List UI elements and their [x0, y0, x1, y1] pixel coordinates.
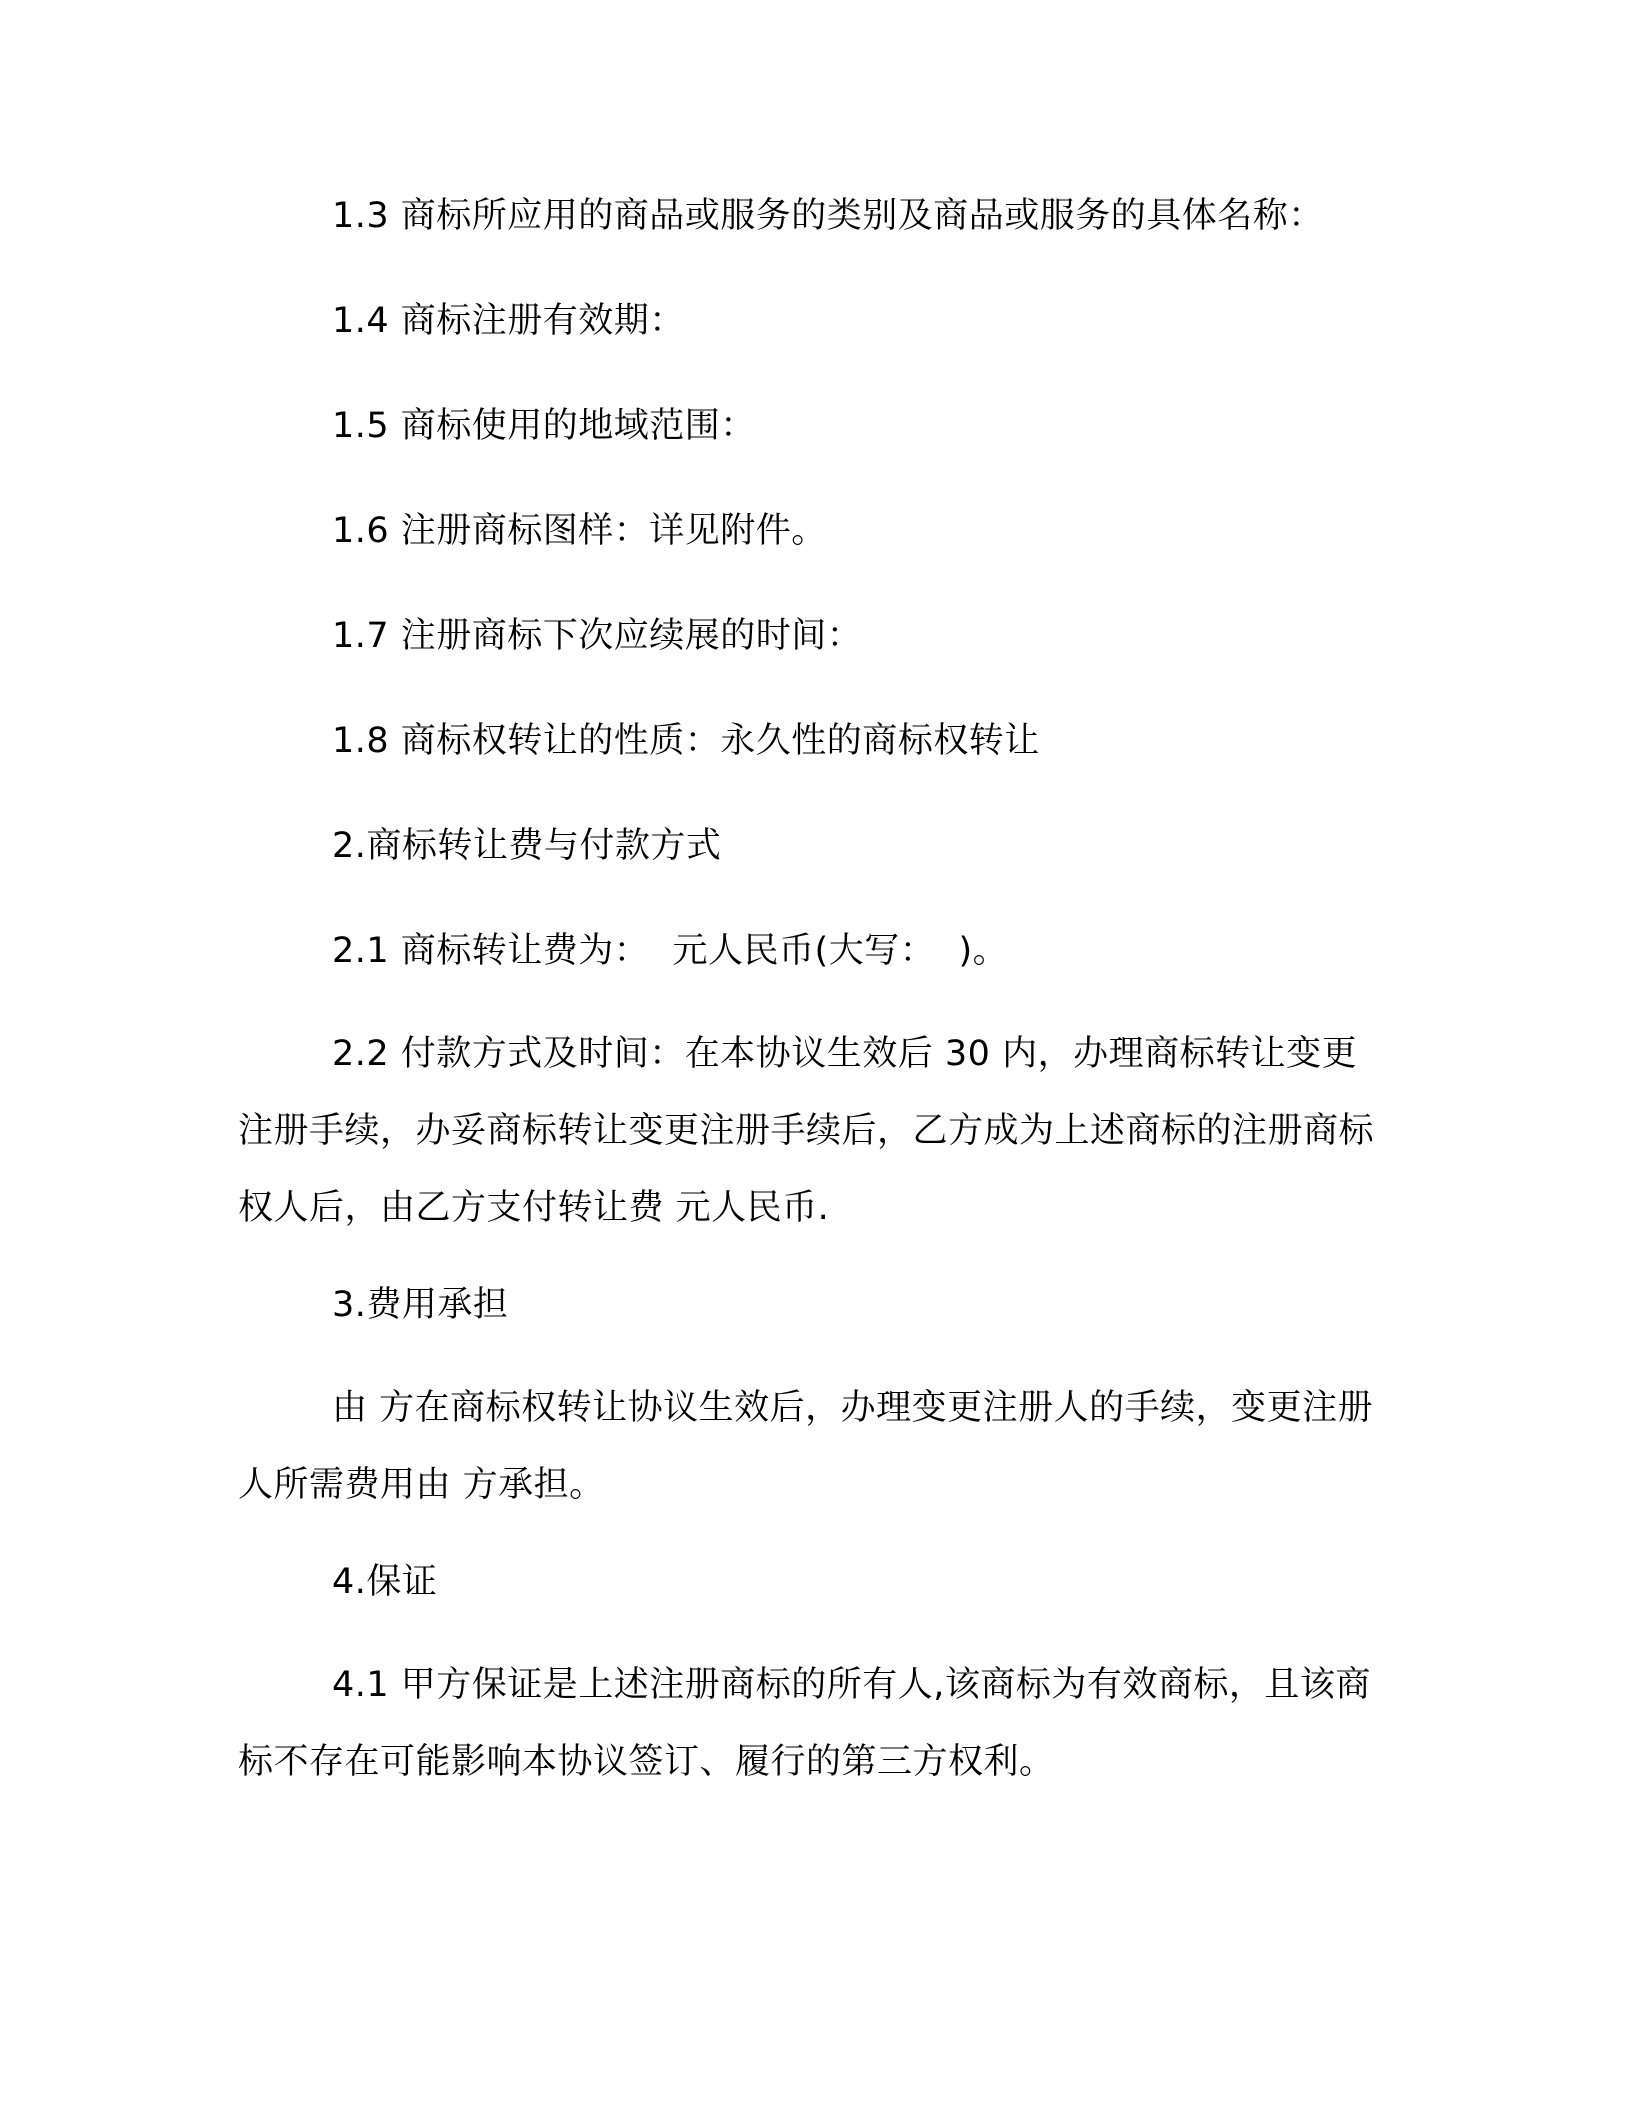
clause-4-1: 4.1 甲方保证是上述注册商标的所有人,该商标为有效商标，且该商标不存在可能影响本协议签订、履行的第三方权利。	[238, 1665, 1371, 1782]
section-3-heading: 3.费用承担	[332, 1285, 509, 1325]
clause-3-body: 由 方在商标权转让协议生效后，办理变更注册人的手续，变更注册人所需费用由 方承担。	[238, 1388, 1374, 1505]
document-body	[238, 186, 1378, 1829]
clause-1-8: 1.8 商标权转让的性质：永久性的商标权转让	[332, 721, 1040, 761]
clause-1-6: 1.6 注册商标图样：详见附件。	[332, 511, 827, 551]
clause-2-1: 2.1 商标转让费为： 元人民币(大写： )。	[332, 931, 1009, 971]
section-4-heading: 4.保证	[332, 1562, 438, 1602]
section-2-heading: 2.商标转让费与付款方式	[332, 826, 722, 866]
clause-2-2: 2.2 付款方式及时间：在本协议生效后 30 内，办理商标转让变更注册手续，办妥商标转让变更注册手续后，乙方成为上述商标的注册商标权人后，由乙方支付转让费 元人民币.	[238, 1034, 1375, 1228]
clause-1-7: 1.7 注册商标下次应续展的时间：	[332, 616, 863, 656]
clause-1-3: 1.3 商标所应用的商品或服务的类别及商品或服务的具体名称：	[332, 196, 1324, 236]
clause-1-4: 1.4 商标注册有效期：	[332, 301, 685, 341]
clause-1-5: 1.5 商标使用的地域范围：	[332, 406, 756, 446]
